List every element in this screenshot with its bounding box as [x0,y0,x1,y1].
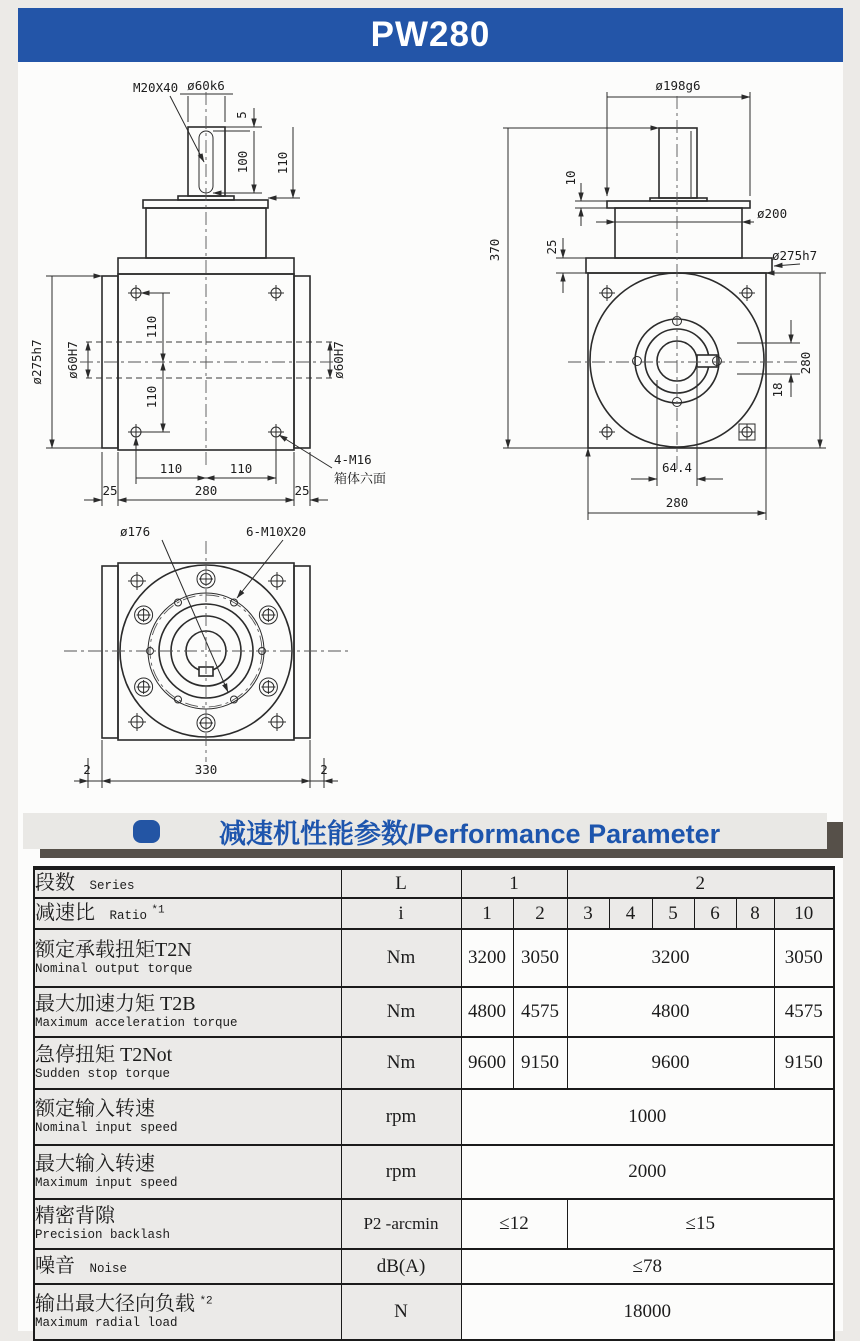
dim280-label: 280 [194,483,218,498]
side-adapter-plate [607,201,750,208]
nis-val: 1000 [461,1089,834,1145]
noise-val: ≤78 [461,1249,834,1284]
ratio-col-3: 3 [567,898,609,929]
backlash-val-2: ≤15 [567,1199,834,1249]
technical-drawings [0,62,860,810]
side-top-plate [586,258,772,273]
bolt-note-leader [279,435,332,468]
ratio-col-4: 4 [609,898,652,929]
hidden-bore-lines [86,342,336,378]
dim10-lines-a [575,183,607,208]
radial-val: 18000 [461,1284,834,1340]
series-stage1-cell: 1 [461,868,567,898]
side-view-drawing [487,78,826,520]
ratio-col-5: 5 [652,898,694,929]
dim110-br-label: 110 [229,461,253,476]
bore-left-label: ø60H7 [65,341,80,379]
dim110-lower-label: 110 [144,385,159,409]
t2b-val-4: 4575 [774,987,834,1037]
noise-unit-cell: dB(A) [341,1249,461,1284]
radial-label-zh: 输出最大径向负载 [35,1293,195,1315]
dim2l-label: 2 [83,762,91,777]
dim25-label: 25 [544,239,559,255]
mis-val: 2000 [461,1145,834,1199]
dim280b-label: 280 [665,495,689,510]
backlash-val-1: ≤12 [461,1199,567,1249]
spigot-dia-label: ø198g6 [655,78,701,93]
spigot-dia-lines [607,92,750,196]
flange-tab-right [294,566,310,738]
series-row [34,868,834,898]
series-label-zh: 段数 [35,872,75,894]
t2not-label-cell [34,1037,341,1089]
section-bullet-icon [133,820,160,843]
mis-label-cell [34,1145,341,1199]
bore-right-label: ø60H7 [331,341,346,379]
ratio-col-6: 6 [694,898,736,929]
dim25l-label: 25 [102,483,118,498]
ratio-label-en: Ratio [109,909,147,923]
mis-unit-cell: rpm [341,1145,461,1199]
ratio-col-8: 8 [736,898,774,929]
model-title-banner [18,8,843,62]
t2not-val-3: 9600 [567,1037,774,1089]
row-sudden-stop-torque [34,1037,834,1089]
ratio-col-2: 2 [513,898,567,929]
flange-dia-label: ø275h7 [29,339,44,385]
noise-label-cell [34,1249,341,1284]
nis-unit-cell: rpm [341,1089,461,1145]
t2n-val-3: 3200 [567,929,774,987]
dim18-lines-a [737,320,800,374]
t2n-label-zh: 额定承载扭矩T2N [35,939,192,961]
dim110-upper-lines [141,293,170,432]
row-max-input-speed [34,1145,834,1199]
dim100-label: 100 [235,150,250,174]
bore-keyway [697,355,717,367]
t2n-val-1: 3200 [461,929,513,987]
section-header-band [23,813,827,849]
noise-label-en: Noise [89,1262,127,1276]
nis-label-cell [34,1089,341,1145]
t2n-label-cell [34,929,341,987]
mis-label-en: Maximum input speed [35,1176,178,1190]
backlash-unit-cell: P2 -arcmin [341,1199,461,1249]
dim370-label: 370 [487,238,502,262]
front-view-drawing [29,78,386,506]
ratio-unit-cell: i [341,898,461,929]
t2b-val-3: 4800 [567,987,774,1037]
dim2r-label: 2 [320,762,328,777]
row-precision-backlash [34,1199,834,1249]
t2n-val-4: 3050 [774,929,834,987]
row-max-acceleration-torque [34,987,834,1037]
ratio-label-cell [34,898,341,929]
dim25-lines-a [556,238,586,273]
model-title: PW280 [370,15,491,54]
dim18-label: 18 [770,382,785,398]
backlash-label-cell [34,1199,341,1249]
t2not-label-en: Sudden stop torque [35,1067,171,1081]
t2not-unit-cell: Nm [341,1037,461,1089]
section-title: 减速机性能参数/Performance Parameter [219,818,721,849]
series-unit-cell: L [341,868,461,898]
t2b-unit-cell: Nm [341,987,461,1037]
backlash-label-zh: 精密背隙 [35,1205,115,1227]
ratio-col-10: 10 [774,898,834,929]
nis-label-en: Nominal input speed [35,1121,178,1135]
t2not-label-zh: 急停扭矩 T2Not [35,1044,173,1066]
dim110-bl-label: 110 [159,461,183,476]
t2b-label-cell [34,987,341,1037]
t2n-label-en: Nominal output torque [35,962,193,976]
shaft-dia-label: ø60k6 [187,78,225,93]
row-nominal-input-speed [34,1089,834,1145]
performance-parameter-table [33,866,835,1341]
t2not-val-4: 9150 [774,1037,834,1089]
side-flange-dia-leader [774,264,800,266]
hub-dia-label: ø200 [757,206,788,221]
radial-footnote-mark: *2 [199,1295,213,1308]
ratio-row [34,898,834,929]
ratio-label-zh: 减速比 [35,902,95,924]
dim280r-lines [766,273,826,448]
thread-label: M20X40 [133,80,179,95]
t2b-val-1: 4800 [461,987,513,1037]
series-label-en: Series [89,879,135,893]
input-shaft [188,127,225,196]
side-flange-dia-label: ø275h7 [772,248,818,263]
ratio-footnote-mark: *1 [151,904,165,917]
dim330-label: 330 [194,762,218,777]
t2b-label-en: Maximum acceleration torque [35,1016,238,1030]
t2n-val-2: 3050 [513,929,567,987]
radial-label-cell [34,1284,341,1340]
dim644-label: 64.4 [661,460,693,475]
t2n-unit-cell: Nm [341,929,461,987]
row-nominal-output-torque [34,929,834,987]
dim370-lines [503,128,659,448]
series-label-cell [34,868,341,898]
mis-label-zh: 最大输入转速 [35,1153,155,1175]
face-note-label: 箱体六面 [334,471,387,486]
t2b-label-zh: 最大加速力矩 T2B [35,993,196,1015]
dim110-upper-label: 110 [144,315,159,339]
side-hub-block [615,208,742,258]
ratio-col-1: 1 [461,898,513,929]
thread-leader [170,96,204,162]
series-stage2-cell: 2 [567,868,834,898]
radial-label-en: Maximum radial load [35,1316,178,1330]
bottom-bolt-leader [237,540,283,598]
noise-label-zh: 噪音 [35,1255,75,1277]
nis-label-zh: 额定输入转速 [35,1098,155,1120]
dim25r-label: 25 [294,483,310,498]
bottom-bolt-note-label: 6-M10X20 [246,524,307,539]
row-max-radial-load [34,1284,834,1340]
t2not-val-2: 9150 [513,1037,567,1089]
dim280r-label: 280 [798,351,813,375]
center-lines [64,92,800,762]
shaft-dia-ext [180,94,233,122]
backlash-label-en: Precision backlash [35,1228,171,1242]
t2b-val-2: 4575 [513,987,567,1037]
radial-unit-cell: N [341,1284,461,1340]
dim5-label: 5 [234,111,249,119]
t2not-val-1: 9600 [461,1037,513,1089]
flange-tab-left [102,566,118,738]
bolt-circle-dia-label: ø176 [120,524,151,539]
adapter-plate [143,200,268,208]
dim110-shaft-label: 110 [275,151,290,175]
row-noise [34,1249,834,1284]
bolt-note-label: 4-M16 [334,452,372,467]
dim10-label: 10 [563,170,578,186]
